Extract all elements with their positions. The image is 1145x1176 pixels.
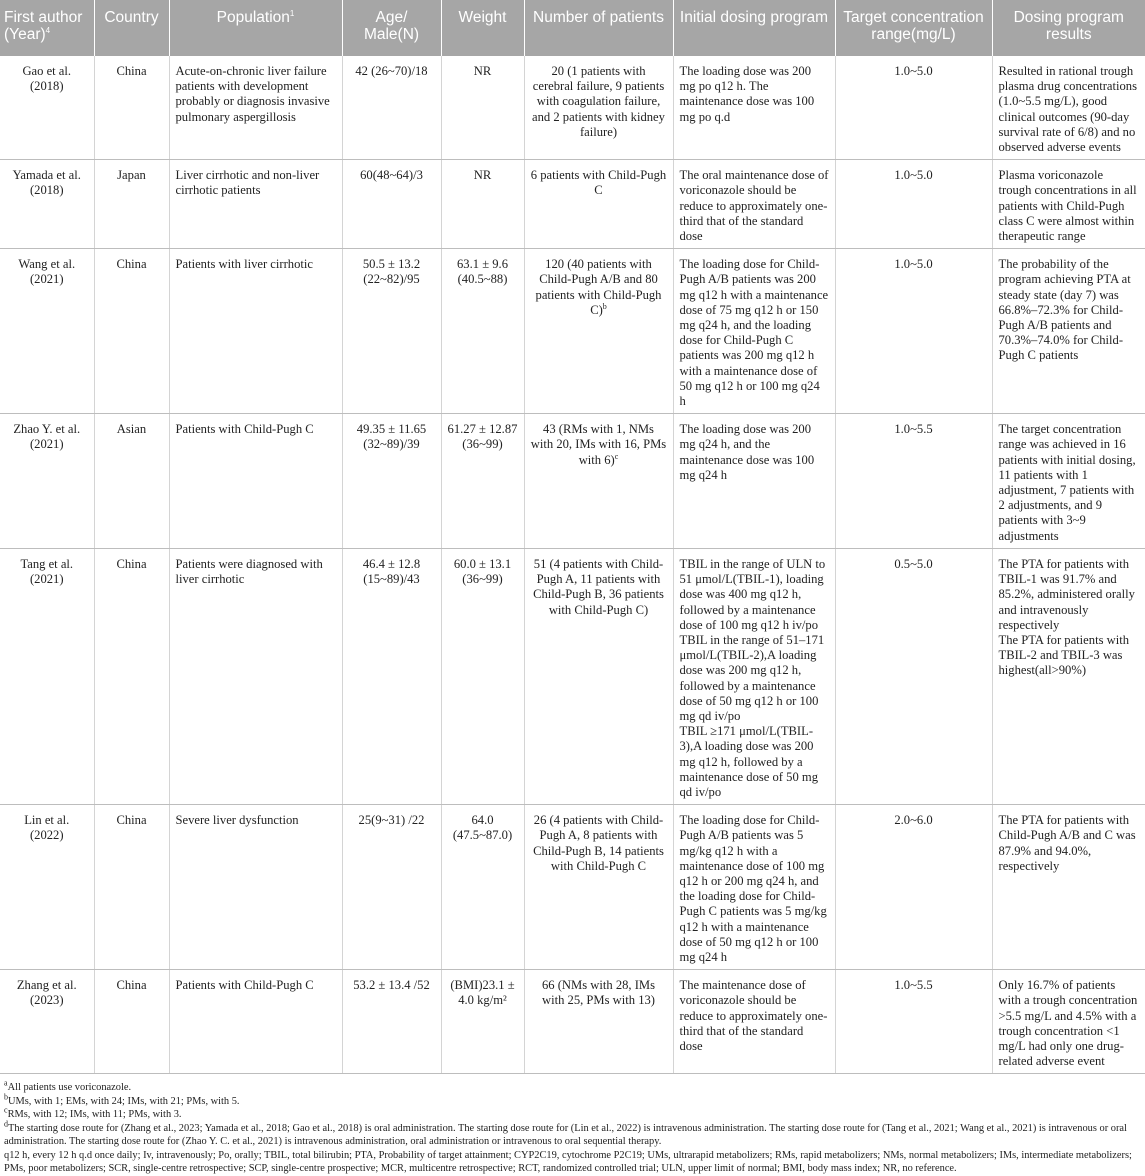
row-author: Gao et al. (2018): [0, 56, 94, 160]
row-results: Resulted in rational trough plasma drug concentrations (1.0~5.5 mg/L), good clinical outcomes (90-day survival rate of 6/8) and no observed adverse events: [992, 56, 1145, 160]
header-author: First author (Year)$^4$: [0, 0, 94, 56]
row-weight: 61.27 ± 12.87 (36~99): [441, 414, 524, 549]
row-results: The PTA for patients with Child-Pugh A/B and C was 87.9% and 94.0%, respectively: [992, 805, 1145, 970]
row-country: Japan: [94, 160, 169, 249]
row-population: Acute-on-chronic liver failure patients with development probably or diagnosis invasive pulmonary aspergillosis: [169, 56, 342, 160]
header-dosing: Initial dosing program: [673, 0, 835, 56]
table-row: [0, 970, 1145, 1074]
footnote: $^a$All patients use voriconazole.: [4, 1078, 132, 1094]
row-population: Severe liver dysfunction: [169, 805, 342, 970]
abbreviations-note: q12 h, every 12 h q.d once daily; Iv, intravenously; Po, orally; TBIL, total bilirubin; PTA, Probability of target attainment; CYP2C19, cytochrome P2C19; UMs, ultrarapid metabolizers; RMs, rapid metabolizers; NMs, normal metabolizers; IMs, intermediate metabolizers; PMs, poor metabolizers; SCR, single-centre retrospective; SCP, single-centre prospective; MCR, multicentre retrospective; RCT, randomized controlled trial; ULN, upper limit of normal; BMI, body mass index; NR, no reference.: [4, 1149, 1132, 1175]
row-author: Zhao Y. et al. (2021): [0, 414, 94, 549]
row-weight: NR: [441, 160, 524, 249]
row-dosing: The oral maintenance dose of voriconazole should be reduce to approximately one-third that of the standard dose: [673, 160, 835, 249]
row-age: 49.35 ± 11.65 (32~89)/39: [342, 414, 441, 549]
row-results: Plasma voriconazole trough concentrations in all patients with Child-Pugh class C were almost within therapeutic range: [992, 160, 1145, 249]
row-country: China: [94, 805, 169, 970]
row-target: 1.0~5.0: [835, 56, 992, 160]
row-dosing: The loading dose for Child-Pugh A/B patients was 200 mg q12 h with a maintenance dose of 75 mg q12 h or 150 mg q24 h, and the loading dose for Child-Pugh C patients was 200 mg q12 h with a maintenance dose of 50 mg q12 h or 100 mg q24 h: [673, 249, 835, 414]
row-age: 42 (26~70)/18: [342, 56, 441, 160]
table-row: [0, 249, 1145, 414]
row-target: 1.0~5.5: [835, 970, 992, 1074]
row-target: 1.0~5.5: [835, 414, 992, 549]
table-row: [0, 56, 1145, 160]
row-dosing: TBIL in the range of ULN to 51 μmol/L(TBIL-1), loading dose was 400 mg q12 h, followed by a maintenance dose of 100 mg q12 h iv/po TBIL in the range of 51–171 μmol/L(TBIL-2),A loading dose was 200 mg q12 h, followed by a maintenance dose of 50 mg q12 h or 100 mg qd iv/po TBIL ≥171 μmol/L(TBIL-3),A loading dose was 200 mg q12 h, followed by a maintenance dose of 50 mg qd iv/po: [673, 548, 835, 804]
row-patients: 20 (1 patients with cerebral failure, 9 patients with coagulation failure, and 2 patients with kidney failure): [524, 56, 673, 160]
table-row: [0, 160, 1145, 249]
header-target: Target concentration range(mg/L): [835, 0, 992, 56]
row-patients: 26 (4 patients with Child-Pugh A, 8 patients with Child-Pugh B, 14 patients with Child-Pugh C: [524, 805, 673, 970]
row-author: Zhang et al. (2023): [0, 970, 94, 1074]
row-patients: 6 patients with Child-Pugh C: [524, 160, 673, 249]
row-patients: 120 (40 patients with Child-Pugh A/B and 80 patients with Child-Pugh C)$^b$: [524, 249, 673, 414]
row-results: Only 16.7% of patients with a trough concentration >5.5 mg/L and 4.5% with a trough concentration <1 mg/L had only one drug-related adverse event: [992, 970, 1145, 1074]
row-weight: 64.0 (47.5~87.0): [441, 805, 524, 970]
header-country: Country: [94, 0, 169, 56]
row-author: Tang et al. (2021): [0, 548, 94, 804]
row-country: China: [94, 56, 169, 160]
row-results: The probability of the program achieving PTA at steady state (day 7) was 66.8%–72.3% for Child-Pugh A/B patients and 70.3%–74.0% for Child-Pugh C patients: [992, 249, 1145, 414]
table-footnotes: [0, 1074, 1145, 1176]
row-country: China: [94, 249, 169, 414]
row-age: 53.2 ± 13.4 /52: [342, 970, 441, 1074]
row-population: Patients with Child-Pugh C: [169, 970, 342, 1074]
row-dosing: The loading dose was 200 mg q24 h, and the maintenance dose was 100 mg q24 h: [673, 414, 835, 549]
row-population: Patients with liver cirrhotic: [169, 249, 342, 414]
row-target: 0.5~5.0: [835, 548, 992, 804]
row-weight: 60.0 ± 13.1 (36~99): [441, 548, 524, 804]
footnote: $^b$UMs, with 1; EMs, with 24; IMs, with 21; PMs, with 5.: [4, 1092, 240, 1107]
row-weight: 63.1 ± 9.6 (40.5~88): [441, 249, 524, 414]
header-weight: Weight: [441, 0, 524, 56]
row-country: China: [94, 548, 169, 804]
row-population: Patients were diagnosed with liver cirrhotic: [169, 548, 342, 804]
row-country: China: [94, 970, 169, 1074]
row-patients: 43 (RMs with 1, NMs with 20, IMs with 16, PMs with 6)$^c$: [524, 414, 673, 549]
table-header-row: [0, 0, 1145, 56]
row-target: 2.0~6.0: [835, 805, 992, 970]
footnote: $^c$RMs, with 12; IMs, with 11; PMs, with 3.: [4, 1105, 182, 1121]
row-results: The PTA for patients with TBIL-1 was 91.7% and 85.2%, administered orally and intravenously respectively The PTA for patients with TBIL-2 and TBIL-3 was highest(all>90%): [992, 548, 1145, 804]
table-row: [0, 805, 1145, 970]
header-patients: Number of patients: [524, 0, 673, 56]
row-weight: NR: [441, 56, 524, 160]
row-age: 60(48~64)/3: [342, 160, 441, 249]
row-age: 50.5 ± 13.2 (22~82)/95: [342, 249, 441, 414]
row-country: Asian: [94, 414, 169, 549]
row-dosing: The maintenance dose of voriconazole should be reduce to approximately one-third that of the standard dose: [673, 970, 835, 1074]
row-population: Patients with Child-Pugh C: [169, 414, 342, 549]
row-target: 1.0~5.0: [835, 160, 992, 249]
table-row: [0, 414, 1145, 549]
table-row: [0, 548, 1145, 804]
row-target: 1.0~5.0: [835, 249, 992, 414]
row-author: Lin et al. (2022): [0, 805, 94, 970]
row-results: The target concentration range was achieved in 16 patients with initial dosing, 11 patients with 1 adjustment, 7 patients with 2 adjustments, and 9 patients with 3~9 adjustments: [992, 414, 1145, 549]
row-dosing: The loading dose for Child-Pugh A/B patients was 5 mg/kg q12 h with a maintenance dose of 100 mg q12 h or 200 mg q24 h, and the loading dose for Child-Pugh C patients was 5 mg/kg q12 h with a maintenance dose of 50 mg q12 h or 100 mg q24 h: [673, 805, 835, 970]
row-patients: 51 (4 patients with Child-Pugh A, 11 patients with Child-Pugh B, 36 patients with Child-Pugh C): [524, 548, 673, 804]
header-age: Age/ Male(N): [342, 0, 441, 56]
footnote: $^d$The starting dose route for (Zhang et al., 2023; Yamada et al., 2018; Gao et al., 2018) is oral administration. The starting dose route for (Lin et al., 2022) is intravenous administration. The starting dose route for (Tang et al., 2021; Wang et al., 2021) is intravenous or oral administration. The starting dose route for (Zhao Y. C. et al., 2021) is intravenous administration, oral administration or intravenous to oral sequential therapy.: [4, 1119, 1127, 1148]
header-results: Dosing program results: [992, 0, 1145, 56]
row-patients: 66 (NMs with 28, IMs with 25, PMs with 13): [524, 970, 673, 1074]
row-dosing: The loading dose was 200 mg po q12 h. The maintenance dose was 100 mg po q.d: [673, 56, 835, 160]
row-age: 46.4 ± 12.8 (15~89)/43: [342, 548, 441, 804]
row-age: 25(9~31) /22: [342, 805, 441, 970]
row-author: Yamada et al. (2018): [0, 160, 94, 249]
row-population: Liver cirrhotic and non-liver cirrhotic patients: [169, 160, 342, 249]
row-author: Wang et al. (2021): [0, 249, 94, 414]
header-population: Population$^1$: [169, 0, 342, 56]
row-weight: (BMI)23.1 ± 4.0 kg/m²: [441, 970, 524, 1074]
